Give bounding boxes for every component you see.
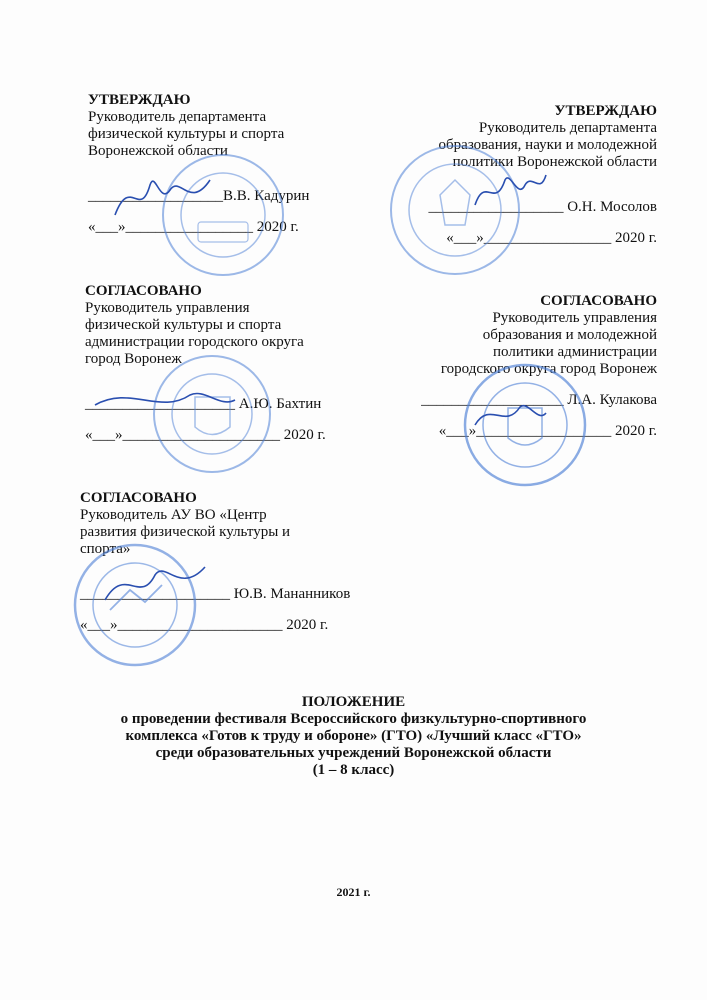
handwritten-signature xyxy=(90,380,240,420)
position-line: Руководитель департамента xyxy=(478,120,657,136)
position-line: городского округа город Воронеж xyxy=(440,361,657,377)
handwritten-signature xyxy=(110,165,220,225)
position-line: образования и молодежной xyxy=(482,327,657,343)
position-line: Воронежской области xyxy=(88,143,228,159)
position-line: политики Воронежской области xyxy=(452,154,657,170)
approve-heading: УТВЕРЖДАЮ xyxy=(554,103,657,119)
position-line: образования, науки и молодежной xyxy=(438,137,657,153)
signature-line: ___________________ Л.А. Кулакова xyxy=(421,392,657,408)
position-line: Руководитель управления xyxy=(85,300,250,316)
signature-line: __________________ О.Н. Мосолов xyxy=(428,199,657,215)
date-line: «___»__________________ 2020 г. xyxy=(438,423,657,439)
document-subtitle xyxy=(0,711,707,779)
position-line: администрации городского округа xyxy=(85,334,304,350)
subtitle-line: о проведении фестиваля Всероссийского физкультурно-спортивного xyxy=(120,711,587,727)
position-line: развития физической культуры и xyxy=(80,524,291,540)
handwritten-signature xyxy=(100,555,210,610)
position-line: физической культуры и спорта xyxy=(88,126,285,142)
handwritten-signature xyxy=(470,395,550,435)
date-line: «___»_________________ 2020 г. xyxy=(446,230,657,246)
position-line: город Воронеж xyxy=(85,351,182,367)
signature-line: __________________В.В. Кадурин xyxy=(88,188,310,204)
date-line: «___»______________________ 2020 г. xyxy=(80,617,329,633)
position-line: спорта» xyxy=(80,541,131,557)
document-year: 2021 г. xyxy=(336,885,371,899)
position-line: Руководитель АУ ВО «Центр xyxy=(80,507,267,523)
signature-line: ____________________ Ю.В. Мананников xyxy=(80,586,351,602)
agreed-heading: СОГЛАСОВАНО xyxy=(80,490,197,506)
position-line: политики администрации xyxy=(493,344,657,360)
signature-line: ____________________ А.Ю. Бахтин xyxy=(85,396,322,412)
position-line: Руководитель департамента xyxy=(88,109,267,125)
subtitle-line: (1 – 8 класс) xyxy=(312,762,395,778)
agreed-heading: СОГЛАСОВАНО xyxy=(85,283,202,299)
subtitle-line: комплекса «Готов к труду и обороне» (ГТО) «Лучший класс «ГТО» xyxy=(125,728,582,744)
handwritten-signature xyxy=(470,165,550,215)
document-title: ПОЛОЖЕНИЕ xyxy=(301,694,406,710)
subtitle-line: среди образовательных учреждений Воронежской области xyxy=(155,745,552,761)
position-line: Руководитель управления xyxy=(492,310,657,326)
date-line: «___»_________________ 2020 г. xyxy=(88,219,299,235)
agreed-heading: СОГЛАСОВАНО xyxy=(540,293,657,309)
date-line: «___»_____________________ 2020 г. xyxy=(85,427,326,443)
approve-heading: УТВЕРЖДАЮ xyxy=(88,92,191,108)
position-line: физической культуры и спорта xyxy=(85,317,282,333)
